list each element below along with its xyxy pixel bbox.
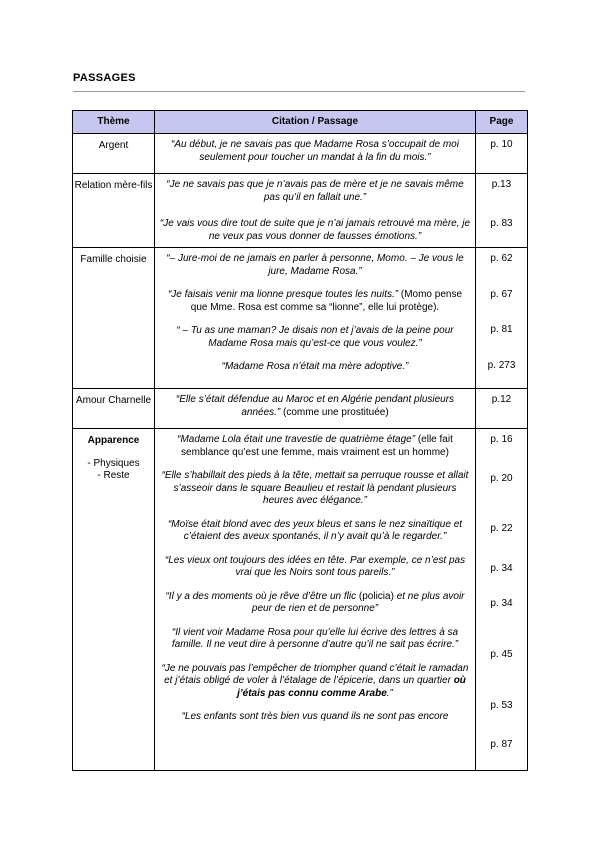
theme-label: Famille choisie xyxy=(80,254,147,265)
page-number: p.13 xyxy=(491,179,512,190)
theme-label: Apparence xyxy=(87,435,140,446)
page-cell xyxy=(476,134,528,174)
theme-sub-physiques: - Physiques xyxy=(87,457,140,469)
quote-text: “Madame Lola était une travestie de quatrième étage” xyxy=(177,434,416,445)
page-cell xyxy=(476,248,528,389)
page-number: p. 45 xyxy=(490,648,513,660)
quote-text: “Je ne savais pas que je n’avais pas de mère et je ne savais même pas qu’il en fallait une.” xyxy=(166,179,464,203)
quote-text: “Madame Rosa n’était ma mère adoptive.” xyxy=(221,361,409,372)
citation-cell xyxy=(155,248,476,389)
citation-entry xyxy=(159,218,471,243)
quote-text: “Les enfants sont très bien vus quand ils ne sont pas encore xyxy=(181,711,449,722)
quote-text: “– Jure-moi de ne jamais en parler à personne, Momo. – Je vous le jure, Madame Rosa.” xyxy=(166,253,464,277)
quote-text: “Elle s’habillait des pieds à la tête, mettait sa perruque rousse et allait s’asseoir dans le square Beaulieu et restait là pendant plusieurs heures avec élégance.” xyxy=(161,470,469,506)
citation-entry xyxy=(159,394,471,419)
page-number: p. 83 xyxy=(490,217,513,229)
quote-text: “Elle s’était défendue au Maroc et en Algérie pendant plusieurs années.” xyxy=(175,394,455,418)
theme-cell xyxy=(73,248,155,389)
page-number: p. 273 xyxy=(487,359,516,371)
table-row xyxy=(73,248,528,389)
note-text: (policia) xyxy=(356,590,397,602)
quote-text: “ – Tu as une maman? Je disais non et j’avais de la peine pour Madame Rosa mais qu’est-ce que vous voulez.” xyxy=(176,325,454,349)
page-number: p. 81 xyxy=(490,324,513,335)
citation-entry xyxy=(159,470,471,508)
theme-cell xyxy=(73,174,155,248)
citation-entry xyxy=(159,139,471,164)
page-cell xyxy=(476,389,528,429)
citation-entry xyxy=(159,711,471,724)
title-divider xyxy=(73,91,525,92)
citation-cell xyxy=(155,429,476,771)
quote-text: “Les vieux ont toujours des idées en tête. Par exemple, ce n’est pas vrai que les Noirs sont tous pareils.” xyxy=(164,554,466,578)
citation-entry xyxy=(159,434,471,459)
passages-table xyxy=(72,110,528,771)
header-page: Page xyxy=(476,111,528,134)
citation-cell xyxy=(155,134,476,174)
citation-entry xyxy=(159,325,471,350)
header-theme: Thème xyxy=(73,111,155,134)
note-text: (comme une prostituée) xyxy=(280,406,389,418)
table-row xyxy=(73,174,528,248)
citation-entry xyxy=(159,555,471,580)
citation-entry xyxy=(159,627,471,652)
citation-entry xyxy=(159,253,471,278)
page-number: p. 62 xyxy=(490,253,513,264)
page-number: p.12 xyxy=(491,394,512,405)
page-number: p. 87 xyxy=(490,738,513,750)
citation-entry xyxy=(159,591,471,616)
quote-text: “Il vient voir Madame Rosa pour qu’elle lui écrive des lettres à sa famille. Il ne veut dire à personne d’autre qu’il ne sait pas écrire.” xyxy=(171,626,459,650)
header-citation: Citation / Passage xyxy=(155,111,476,134)
theme-label: Amour Charnelle xyxy=(75,395,152,406)
quote-text: “Moïse était blond avec des yeux bleus et sans le nez sinaïtique et c’étaient des aveux spontanés, il n’y avait qu’à le regarder.” xyxy=(167,518,463,542)
page-number: p. 67 xyxy=(490,288,513,300)
theme-sub-reste: - Reste xyxy=(97,470,130,481)
table-row xyxy=(73,134,528,174)
note-text: (Momo pense que Mme. Rosa est comme sa “lionne”, elle lui protège). xyxy=(190,289,463,313)
page-number: p. 53 xyxy=(490,700,513,711)
citation-entry xyxy=(159,663,471,701)
quote-text: “Je faisais venir ma lionne presque toutes les nuits.” xyxy=(167,289,399,300)
page-number: p. 34 xyxy=(490,562,513,574)
quote-text-end: et ne plus avoir peur de rien et de personne” xyxy=(251,590,465,614)
citation-cell xyxy=(155,389,476,429)
quote-text: “Il y a des moments où je rêve d’être un flic xyxy=(165,590,357,602)
page-number: p. 34 xyxy=(490,598,513,609)
table-header-row xyxy=(73,111,528,134)
citation-entry xyxy=(159,289,471,314)
page-cell xyxy=(476,174,528,248)
quote-text: “Je vais vous dire tout de suite que je n’ai jamais retrouvé ma mère, je ne veux pas vous donner de fausses émotions.” xyxy=(159,218,471,242)
quote-text: “Je ne pouvais pas l’empêcher de triompher quand c’était le ramadan et j’étais obligé de voler à l’étalage de l’épicerie, dans un quartier xyxy=(161,662,469,686)
theme-cell xyxy=(73,134,155,174)
citation-entry xyxy=(159,179,471,204)
table-row xyxy=(73,429,528,771)
page-cell xyxy=(476,429,528,771)
page-number: p. 20 xyxy=(490,472,513,484)
theme-cell xyxy=(73,389,155,429)
quote-text: “Au début, je ne savais pas que Madame Rosa s’occupait de moi seulement pour toucher un mandat à la fin du mois.” xyxy=(171,139,459,163)
page-number: p. 16 xyxy=(490,434,513,445)
section-title: PASSAGES xyxy=(73,72,136,84)
citation-entry xyxy=(159,519,471,544)
page-number: p. 10 xyxy=(490,139,513,150)
page-number: p. 22 xyxy=(490,523,513,534)
theme-label: Relation mère-fils xyxy=(74,180,153,191)
theme-label: Argent xyxy=(98,140,129,151)
table-row xyxy=(73,389,528,429)
citation-cell xyxy=(155,174,476,248)
quote-bold-text: où j’étais pas connu comme Arabe xyxy=(237,675,466,699)
citation-entry xyxy=(159,361,471,374)
theme-cell xyxy=(73,429,155,771)
note-text: (elle fait semblance qu’est une femme, mais vraiment est un homme) xyxy=(181,434,453,458)
quote-text-end: .” xyxy=(386,687,393,699)
